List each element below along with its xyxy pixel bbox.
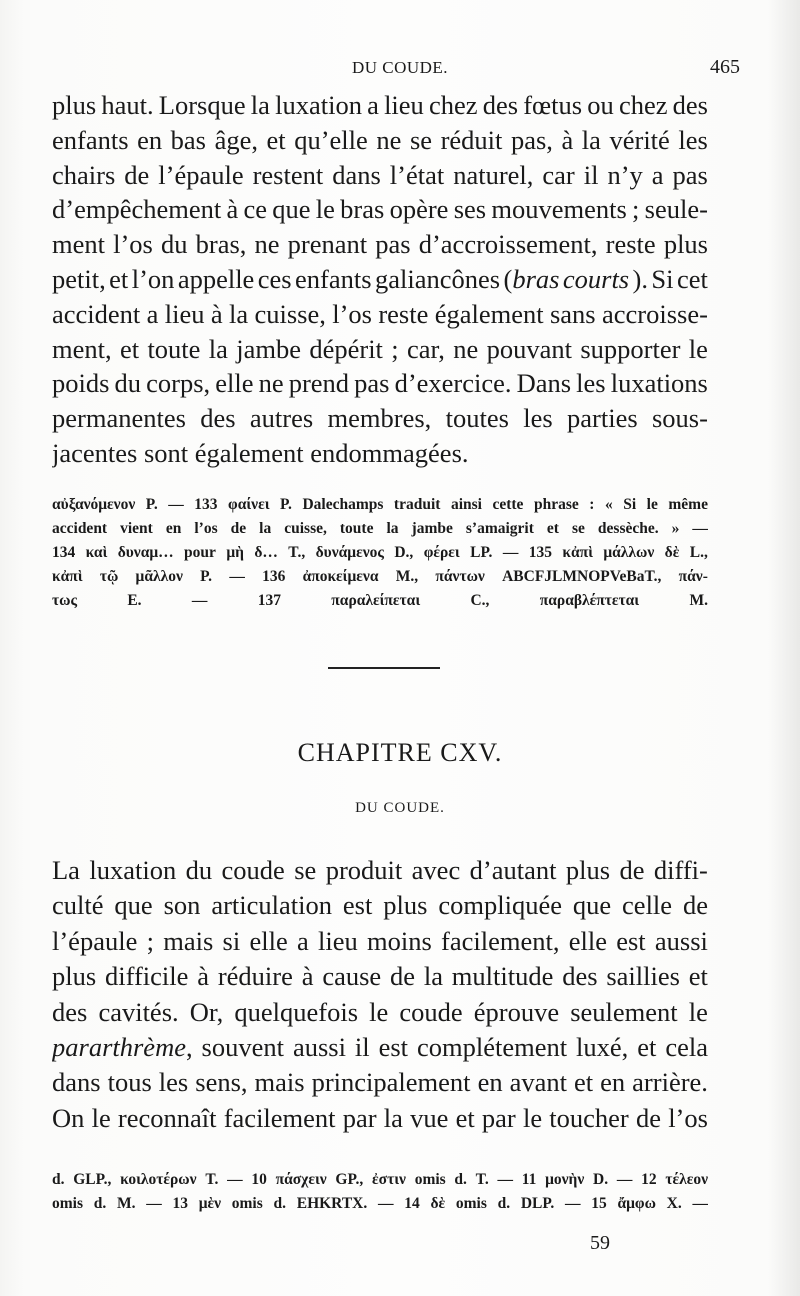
text-line: petit, et l’on appelle ces enfants galiancônes (bras courts ). Si cet (52, 263, 708, 294)
text-line: enfants en bas âge, et qu’elle ne se réduit pas, à la vérité les (52, 124, 708, 155)
text-line: d. GLP., κοιλοτέρων T. — 10 πάσχειν GP., ἐστιν omis d. T. — 11 μονὴν D. — 12 τέλεον (52, 1171, 708, 1188)
body-paragraph-1 (52, 88, 708, 471)
text-line: l’épaule ; mais si elle a lieu moins facilement, elle est aussi (52, 925, 708, 956)
text-line: pararthrème, souvent aussi il est complétement luxé, et cela (52, 1032, 708, 1063)
text-line: αὐξανόμενον P. — 133 φαίνει P. Dalechamps traduit ainsi cette phrase : « Si le même (52, 496, 708, 513)
text-line: jacentes sont également endommagées. (52, 437, 469, 468)
page-number: 465 (710, 56, 740, 78)
text-line: permanentes des autres membres, toutes les parties sous- (52, 403, 708, 434)
section-divider (328, 667, 440, 669)
signature-mark: 59 (590, 1232, 610, 1254)
chapter-title: CHAPITRE CXV. (297, 738, 503, 767)
footnotes-top (52, 493, 708, 613)
text-line: accident vient en l’os de la cuisse, toute la jambe s’amaigrit et se dessèche. » — (52, 520, 708, 537)
text-line: κἀπὶ τῷ μᾶλλον P. — 136 ἀποκείμενα M., πάντων ABCFJLMNOPVeBaT., πάν- (52, 568, 708, 585)
footnotes-bottom (52, 1168, 708, 1216)
text-line: La luxation du coude se produit avec d’autant plus de diffi- (52, 855, 708, 885)
text-line: d’empêchement à ce que le bras opère ses mouvements ; seule- (52, 194, 708, 225)
text-line: accident a lieu à la cuisse, l’os reste également sans accroisse- (52, 298, 708, 329)
text-line: chairs de l’épaule restent dans l’état naturel, car il n’y a pas (52, 159, 708, 190)
text-line: poids du corps, elle ne prend pas d’exercice. Dans les luxations (52, 368, 708, 399)
text-line: omis d. M. — 13 μὲν omis d. EHKRTX. — 14 δὲ omis d. DLP. — 15 ἄμφω X. — (52, 1195, 708, 1212)
text-line: plus haut. Lorsque la luxation a lieu chez des fœtus ou chez des (52, 90, 708, 120)
text-line: ment, et toute la jambe dépérit ; car, ne pouvant supporter le (52, 333, 708, 364)
text-line: ment l’os du bras, ne prenant pas d’accroissement, reste plus (52, 229, 708, 260)
text-line: culté que son articulation est plus compliquée que celle de (52, 890, 708, 921)
body-paragraph-2 (52, 853, 708, 1136)
text-line: τως E. — 137 παραλείπεται C., παραβλέπτεται M. (52, 592, 708, 609)
text-line: 134 καὶ δυναμ… pour μὴ δ… T., δυνάμενος D., φέρει LP. — 135 κἀπὶ μάλλων δὲ L., (52, 544, 708, 561)
running-title: DU COUDE. (351, 58, 449, 77)
text-line: plus difficile à réduire à cause de la multitude des saillies et (52, 961, 708, 992)
text-line: des cavités. Or, quelquefois le coude éprouve seulement le (52, 996, 708, 1027)
running-head (0, 58, 800, 84)
text-line: dans tous les sens, mais principalement en avant et en arrière. (52, 1067, 708, 1098)
text-line: On le reconnaît facilement par la vue et par le toucher de l’os (52, 1102, 708, 1133)
chapter-subtitle: DU COUDE. (355, 800, 445, 816)
